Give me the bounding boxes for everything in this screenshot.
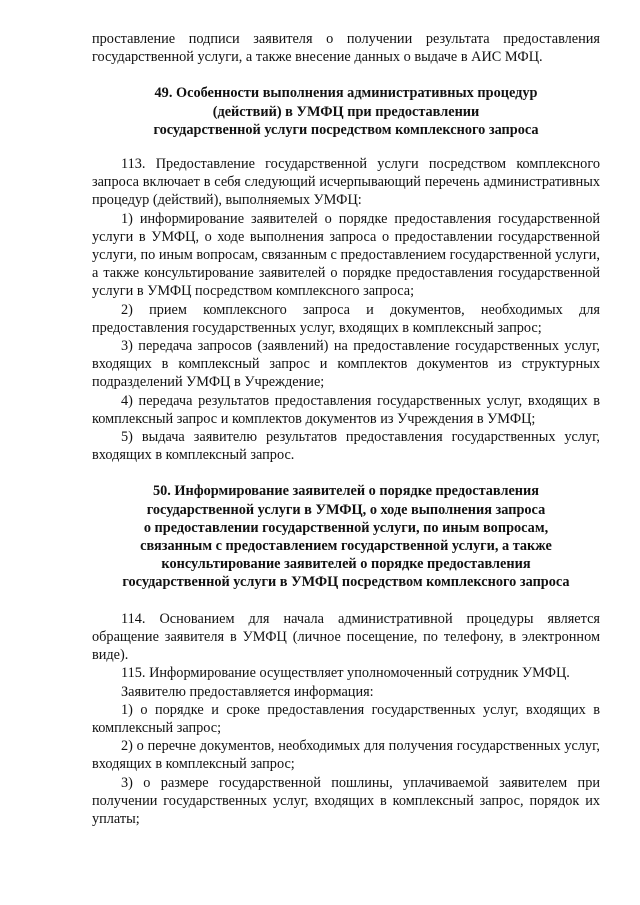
list-item-1: 1) информирование заявителей о порядке предоставления государственной услуги в УМФЦ, о ходе выполнения запроса о предоставлении государственной услуги, по иным вопросам, связанным с предоставлением государственной услуги, а также консультирование заявителей о порядке предоставления государственной услуги в УМФЦ посредством комплексного запроса; bbox=[92, 210, 600, 300]
paragraph-114: 114. Основанием для начала административной процедуры является обращение заявителя в УМФЦ (личное посещение, по телефону, в электронном виде). bbox=[92, 610, 600, 664]
paragraph-113: 113. Предоставление государственной услуги посредством комплексного запроса включает в себя следующий исчерпывающий перечень административных процедур (действий), выполняемых УМФЦ: bbox=[92, 156, 600, 209]
list-item-4: 4) передача результатов предоставления государственных услуг, входящих в комплексный запрос и комплектов документов из Учреждения в УМФЦ; bbox=[92, 392, 600, 427]
paragraph-115: 115. Информирование осуществляет уполномоченный сотрудник УМФЦ. bbox=[121, 665, 570, 682]
section-50-heading-line: государственной услуги в УМФЦ, о ходе выполнения запроса bbox=[146, 501, 546, 518]
section-50-heading-line: о предоставлении государственной услуги, по иным вопросам, bbox=[143, 519, 549, 536]
list-item-3: 3) передача запросов (заявлений) на предоставление государственных услуг, входящих в комплексный запрос и комплектов документов из структурных подразделений УМФЦ в Учреждение; bbox=[92, 338, 600, 391]
intro-paragraph: проставление подписи заявителя о получении результата предоставления государственной услуги, а также внесение данных о выдаче в АИС МФЦ. bbox=[92, 31, 600, 66]
section-49-body bbox=[92, 155, 600, 464]
info-item-1: 1) о порядке и сроке предоставления государственных услуг, входящих в комплексный запрос; bbox=[92, 701, 600, 736]
section-50-heading bbox=[92, 482, 600, 591]
section-49-heading-line: государственной услуги посредством комплексного запроса bbox=[153, 121, 539, 138]
section-50-heading-line: консультирование заявителей о порядке предоставления bbox=[161, 556, 531, 573]
document-page bbox=[92, 30, 600, 828]
info-item-3: 3) о размере государственной пошлины, уплачиваемой заявителем при получении государственных услуг, входящих в комплексный запрос, порядок их уплаты; bbox=[92, 774, 600, 827]
section-50-heading-line: 50. Информирование заявителей о порядке предоставления bbox=[152, 483, 540, 500]
list-item-2: 2) прием комплексного запроса и документов, необходимых для предоставления государственных услуг, входящих в комплексный запрос; bbox=[92, 301, 600, 336]
section-50-heading-line: государственной услуги в УМФЦ посредством комплексного запроса bbox=[122, 574, 570, 591]
section-49-heading-line: 49. Особенности выполнения административных процедур bbox=[154, 85, 538, 102]
section-50-heading-line: связанным с предоставлением государственной услуги, а также bbox=[140, 538, 552, 555]
section-50-body bbox=[92, 610, 600, 828]
section-49-heading bbox=[92, 84, 600, 139]
info-item-2: 2) о перечне документов, необходимых для получения государственных услуг, входящих в комплексный запрос; bbox=[92, 738, 600, 773]
section-49-heading-line: (действий) в УМФЦ при предоставлении bbox=[212, 103, 480, 120]
list-item-5: 5) выдача заявителю результатов предоставления государственных услуг, входящих в комплексный запрос. bbox=[92, 429, 600, 464]
info-intro: Заявителю предоставляется информация: bbox=[121, 683, 374, 700]
